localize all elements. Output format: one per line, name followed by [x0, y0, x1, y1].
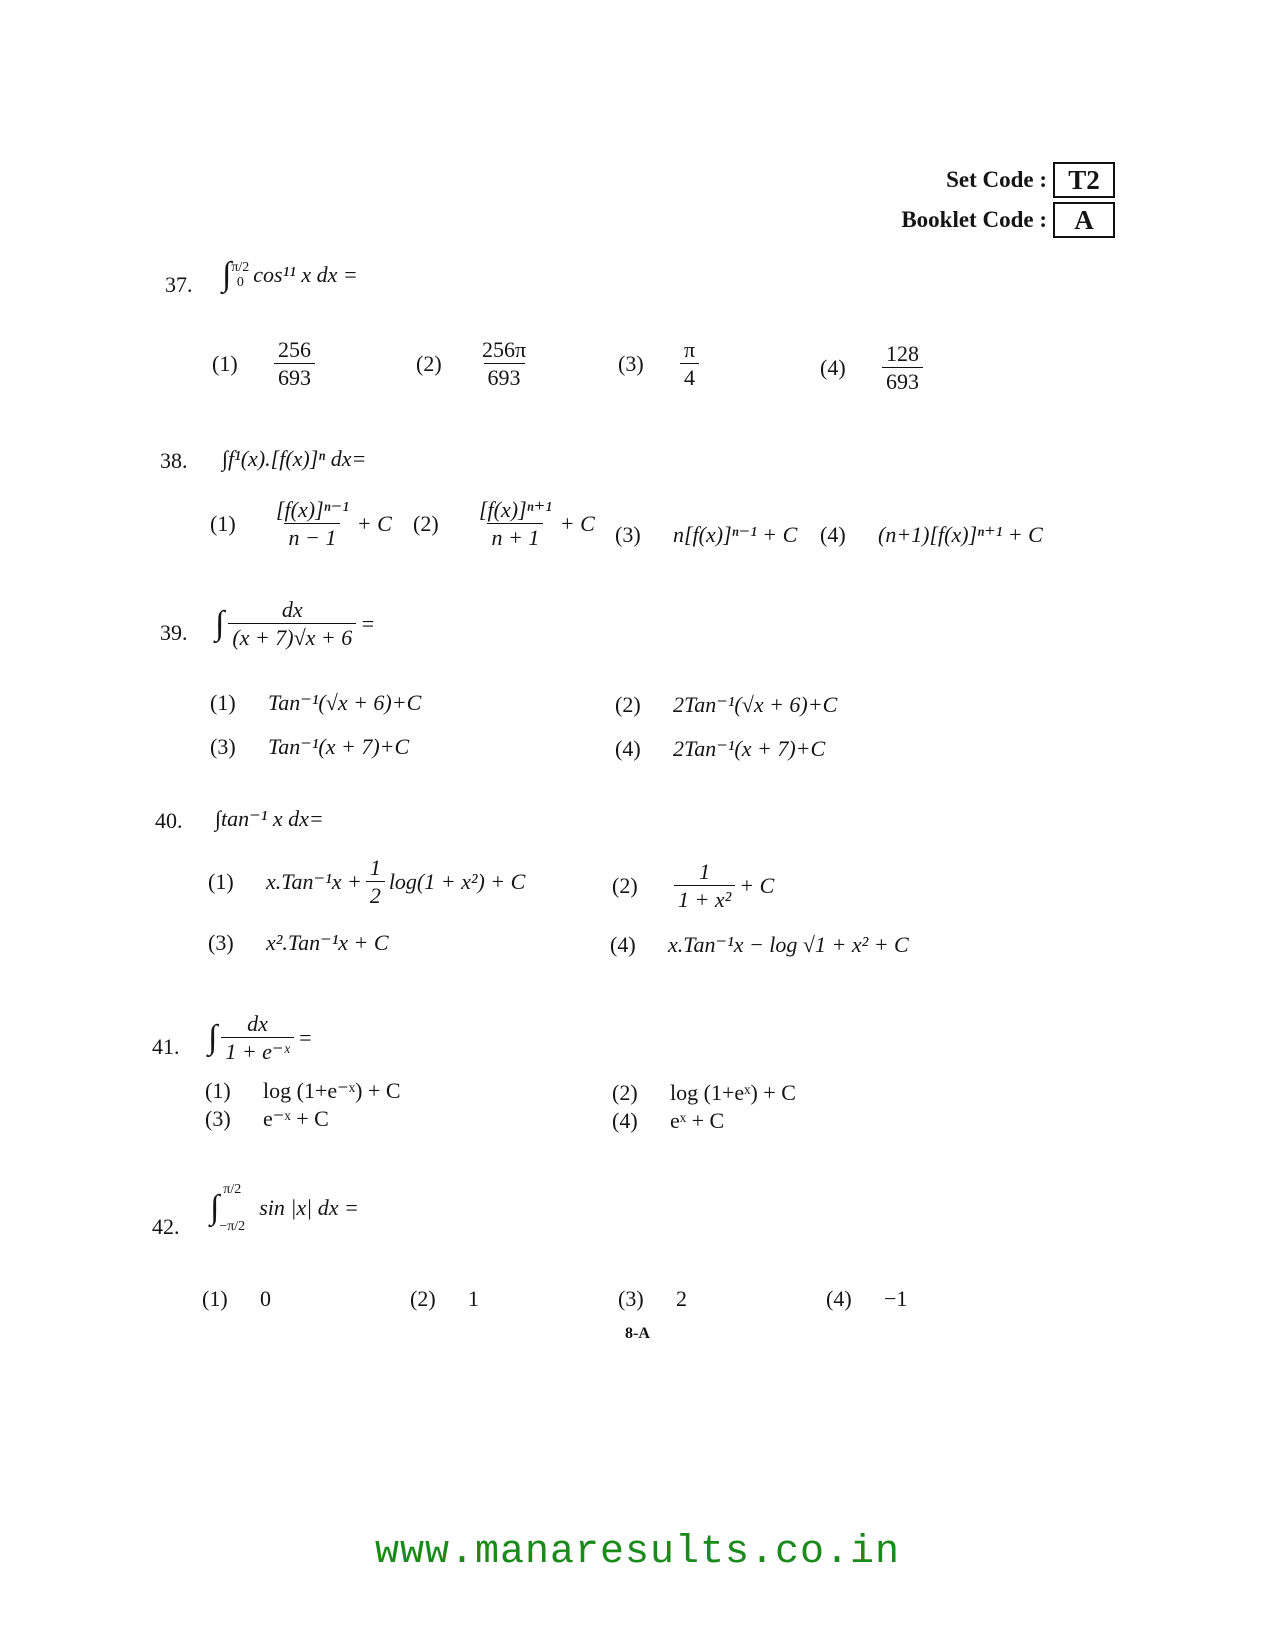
option-label: (4)	[826, 1286, 852, 1311]
numerator: 1	[699, 859, 711, 884]
option-text: n[f(x)]ⁿ⁻¹ + C	[673, 522, 798, 547]
set-code-label: Set Code :	[946, 167, 1047, 192]
set-code-row	[795, 160, 1115, 200]
option-text: e⁻ˣ + C	[263, 1106, 329, 1131]
option-text: 0	[260, 1286, 271, 1311]
code-block	[795, 160, 1115, 240]
numerator: 256	[278, 337, 311, 362]
limit-upper: π/2	[223, 1182, 242, 1197]
option-label: (2)	[612, 1080, 638, 1105]
option-1	[210, 498, 392, 549]
option-label: (3)	[618, 350, 644, 376]
option-label: (4)	[615, 736, 641, 761]
option-label: (4)	[820, 522, 846, 547]
booklet-code-label: Booklet Code :	[901, 207, 1047, 232]
option-2	[612, 1080, 796, 1106]
option-1	[208, 856, 525, 907]
question-number: 37.	[165, 272, 193, 297]
denominator: 2	[366, 881, 385, 907]
denominator: 1 + e⁻ˣ	[221, 1037, 293, 1063]
option-label: (2)	[615, 692, 641, 717]
integral-sign: ∫	[208, 1018, 218, 1056]
option-text: 2Tan⁻¹(x + 7)+C	[673, 736, 826, 761]
option-label: (1)	[202, 1286, 228, 1311]
question-37-stem	[222, 258, 358, 292]
option-label: (4)	[610, 932, 636, 957]
option-label: (1)	[210, 690, 236, 715]
numerator: [f(x)]ⁿ⁻¹	[276, 497, 349, 522]
option-label: (1)	[208, 868, 234, 894]
option-1	[202, 1286, 271, 1312]
option-label: (4)	[612, 1108, 638, 1133]
numerator: π	[684, 337, 696, 362]
option-label: (1)	[205, 1078, 231, 1103]
numerator: dx	[281, 597, 303, 622]
option-1	[210, 690, 421, 716]
question-number: 41.	[152, 1034, 180, 1059]
question-number: 39.	[160, 620, 188, 645]
option-label: (2)	[410, 1286, 436, 1311]
option-4	[820, 342, 927, 393]
denominator: 1 + x²	[674, 885, 735, 911]
option-label: (3)	[208, 930, 234, 955]
denominator: 693	[882, 367, 923, 393]
option-text: x.Tan⁻¹x − log √1 + x² + C	[668, 932, 909, 957]
option-2	[416, 338, 534, 389]
option-tail: + C	[739, 872, 775, 898]
integral-sign: ∫	[215, 604, 225, 642]
question-text: cos¹¹ x dx =	[253, 262, 358, 287]
denominator: 4	[680, 363, 699, 389]
denominator: n + 1	[487, 523, 543, 549]
option-text: 2Tan⁻¹(√x + 6)+C	[673, 692, 838, 717]
booklet-code-row	[795, 200, 1115, 240]
option-label: (3)	[210, 734, 236, 759]
fraction	[366, 856, 385, 907]
equals-sign: =	[297, 1024, 313, 1050]
option-3	[208, 930, 389, 956]
numerator: [f(x)]ⁿ⁺¹	[479, 497, 552, 522]
option-label: (2)	[612, 872, 638, 898]
option-text: eˣ + C	[670, 1108, 725, 1133]
option-text: 2	[676, 1286, 687, 1311]
option-label: (2)	[416, 350, 442, 376]
option-tail: + C	[356, 510, 392, 536]
option-text: 1	[468, 1286, 479, 1311]
fraction	[272, 498, 353, 549]
option-4	[826, 1286, 907, 1312]
denominator: 693	[484, 363, 525, 389]
option-4	[615, 736, 825, 762]
question-text: ∫f¹(x).[f(x)]ⁿ dx=	[222, 446, 367, 471]
option-label: (4)	[820, 354, 846, 380]
fraction	[475, 498, 556, 549]
numerator: 256π	[482, 337, 527, 362]
option-text: x².Tan⁻¹x + C	[266, 930, 389, 955]
fraction	[274, 338, 315, 389]
option-3	[618, 1286, 687, 1312]
question-number: 38.	[160, 448, 188, 473]
option-1	[212, 338, 319, 389]
booklet-code-value: A	[1053, 202, 1115, 238]
option-4	[820, 522, 1043, 548]
option-text: Tan⁻¹(√x + 6)+C	[268, 690, 422, 715]
option-text: log (1+e⁻ˣ) + C	[263, 1078, 401, 1103]
fraction	[478, 338, 530, 389]
option-3	[618, 338, 703, 389]
fraction	[674, 860, 735, 911]
option-4	[612, 1108, 724, 1134]
option-text: Tan⁻¹(x + 7)+C	[268, 734, 410, 759]
option-text: −1	[884, 1286, 908, 1311]
option-1	[205, 1078, 401, 1104]
option-text: log (1+eˣ) + C	[670, 1080, 796, 1105]
option-prefix: x.Tan⁻¹x +	[266, 868, 362, 894]
denominator: 693	[274, 363, 315, 389]
numerator: 1	[369, 855, 381, 880]
option-2	[615, 692, 837, 718]
equals-sign: =	[360, 610, 376, 636]
option-label: (1)	[210, 510, 236, 536]
numerator: 128	[886, 341, 919, 366]
integral-sign: ∫	[222, 256, 232, 293]
question-41-stem	[208, 1012, 313, 1063]
denominator: (x + 7)√x + 6	[228, 623, 356, 649]
limit-lower: 0	[236, 275, 244, 290]
integral-sign: ∫	[210, 1189, 220, 1227]
limit-lower: −π/2	[219, 1219, 246, 1235]
question-42-stem	[210, 1182, 359, 1235]
option-3	[205, 1106, 329, 1132]
option-2	[612, 860, 774, 911]
option-3	[210, 734, 409, 760]
question-number: 40.	[155, 808, 183, 833]
option-2	[413, 498, 595, 549]
option-label: (3)	[615, 522, 641, 547]
page-number: 8-A	[625, 1325, 650, 1342]
website-watermark: www.manaresults.co.in	[374, 1530, 901, 1575]
fraction	[228, 598, 356, 649]
option-tail: + C	[559, 510, 595, 536]
question-39-stem	[215, 598, 375, 649]
option-3	[615, 522, 797, 548]
integral-limits	[219, 1182, 245, 1235]
integral-limits	[231, 260, 249, 291]
option-text: (n+1)[f(x)]ⁿ⁺¹ + C	[878, 522, 1043, 547]
numerator: dx	[247, 1011, 268, 1036]
option-label: (3)	[618, 1286, 644, 1311]
set-code-value: T2	[1053, 162, 1115, 198]
question-text: sin |x| dx =	[259, 1195, 359, 1221]
limit-upper: π/2	[231, 259, 250, 275]
denominator: n − 1	[284, 523, 340, 549]
option-2	[410, 1286, 479, 1312]
fraction	[680, 338, 699, 389]
question-text: ∫tan⁻¹ x dx=	[215, 806, 324, 831]
question-number: 42.	[152, 1214, 180, 1239]
option-tail: log(1 + x²) + C	[388, 868, 526, 894]
option-label: (3)	[205, 1106, 231, 1131]
option-4	[610, 932, 909, 958]
fraction	[221, 1012, 293, 1063]
option-label: (2)	[413, 510, 439, 536]
option-label: (1)	[212, 350, 238, 376]
fraction	[882, 342, 923, 393]
